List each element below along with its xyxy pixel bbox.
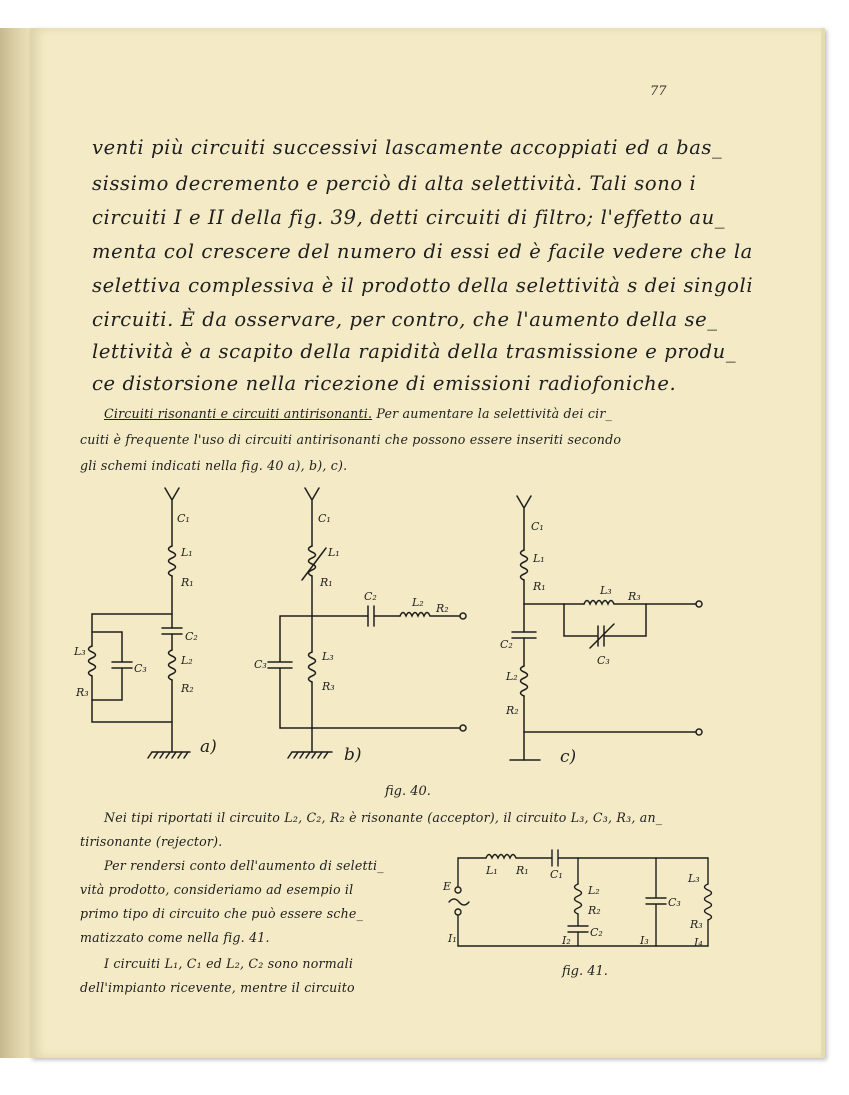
label-a-c3: C₃ (134, 662, 147, 675)
label-a-l3: L₃ (74, 645, 86, 658)
label-a-c1: C₁ (177, 512, 190, 525)
label-41-L2: L₂ (588, 884, 600, 897)
text-line: Nei tipi riportati il circuito L₂, C₂, R₂ è risonante (acceptor), il circuito L₃, C₃, R₃, an_ (104, 810, 663, 825)
label-b-c3: C₃ (254, 658, 267, 671)
label-c-c2: C₂ (500, 638, 513, 651)
label-41-L1: L₁ (486, 864, 498, 877)
label-c-r1: R₁ (533, 580, 546, 593)
label-b-c2: C₂ (364, 590, 377, 603)
label-41-R3: R₃ (690, 918, 703, 931)
label-c-r2: R₂ (506, 704, 519, 717)
label-c-l3: L₃ (600, 584, 612, 597)
label-a-r3: R₃ (76, 686, 89, 699)
label-c-c1: C₁ (531, 520, 544, 533)
text-line: selettiva complessiva è il prodotto della selettività s dei singoli (92, 274, 754, 297)
label-c-l1: L₁ (533, 552, 545, 565)
label-b-l3: L₃ (322, 650, 334, 663)
text-line: circuiti I e II della fig. 39, detti circuiti di filtro; l'effetto au_ (92, 206, 726, 229)
section-heading: Circuiti risonanti e circuiti antirisonanti. (104, 406, 373, 421)
text-line: dell'impianto ricevente, mentre il circuito (80, 980, 355, 995)
label-b-l1: L₁ (328, 546, 340, 559)
label-41-C1: C₁ (550, 868, 563, 881)
text-line: tirisonante (rejector). (80, 834, 223, 849)
label-41-I1: I₁ (448, 932, 457, 945)
text-line: matizzato come nella fig. 41. (80, 930, 270, 945)
text-line: vità prodotto, consideriamo ad esempio il (80, 882, 354, 897)
label-41-R2: R₂ (588, 904, 601, 917)
label-a-c2: C₂ (185, 630, 198, 643)
label-41-C3: C₃ (668, 896, 681, 909)
label-41-R1: R₁ (516, 864, 529, 877)
label-c-r3: R₃ (628, 590, 641, 603)
label-41-I3: I₃ (640, 934, 649, 947)
text-line: gli schemi indicati nella fig. 40 a), b), c). (80, 458, 348, 473)
label-41-L3: L₃ (688, 872, 700, 885)
label-a-l2: L₂ (181, 654, 193, 667)
label-a-r2: R₂ (181, 682, 194, 695)
figure-40-caption: fig. 40. (385, 784, 431, 799)
text-line: circuiti. È da osservare, per contro, che l'aumento della se_ (92, 308, 718, 331)
label-41-I4: I₄ (694, 936, 703, 949)
text-line: cuiti è frequente l'uso di circuiti antirisonanti che possono essere inseriti secondo (80, 432, 622, 447)
tag-b: b) (344, 745, 362, 765)
label-a-r1: R₁ (181, 576, 194, 589)
text-line: menta col crescere del numero di essi ed è facile vedere che la (92, 240, 753, 263)
text-line: sissimo decremento e perciò di alta selettività. Tali sono i (92, 172, 697, 195)
text-line: ce distorsione nella ricezione di emissioni radiofoniche. (92, 372, 677, 395)
label-41-C2: C₂ (590, 926, 603, 939)
label-b-l2: L₂ (412, 596, 424, 609)
page-number: 77 (650, 84, 667, 99)
label-41-I2: I₂ (562, 934, 571, 947)
text-line: Per rendersi conto dell'aumento di seletti_ (104, 858, 384, 873)
text-line: lettività è a scapito della rapidità della trasmissione e produ_ (92, 340, 737, 363)
label-a-l1: L₁ (181, 546, 193, 559)
tag-c: c) (560, 747, 577, 767)
label-c-c3: C₃ (597, 654, 610, 667)
label-c-l2: L₂ (506, 670, 518, 683)
text-line: primo tipo di circuito che può essere sche_ (80, 906, 364, 921)
label-b-c1: C₁ (318, 512, 331, 525)
label-41-E: E (443, 880, 452, 893)
label-b-r1: R₁ (320, 576, 333, 589)
figure-41-caption: fig. 41. (562, 964, 608, 979)
label-b-r3: R₃ (322, 680, 335, 693)
text-line: venti più circuiti successivi lascamente accoppiati ed a bas_ (92, 136, 723, 159)
text-line: I circuiti L₁, C₁ ed L₂, C₂ sono normali (104, 956, 354, 971)
label-b-r2: R₂ (436, 602, 449, 615)
section-heading-rest: Per aumentare la selettività dei cir_ (372, 406, 613, 421)
tag-a: a) (200, 737, 217, 757)
